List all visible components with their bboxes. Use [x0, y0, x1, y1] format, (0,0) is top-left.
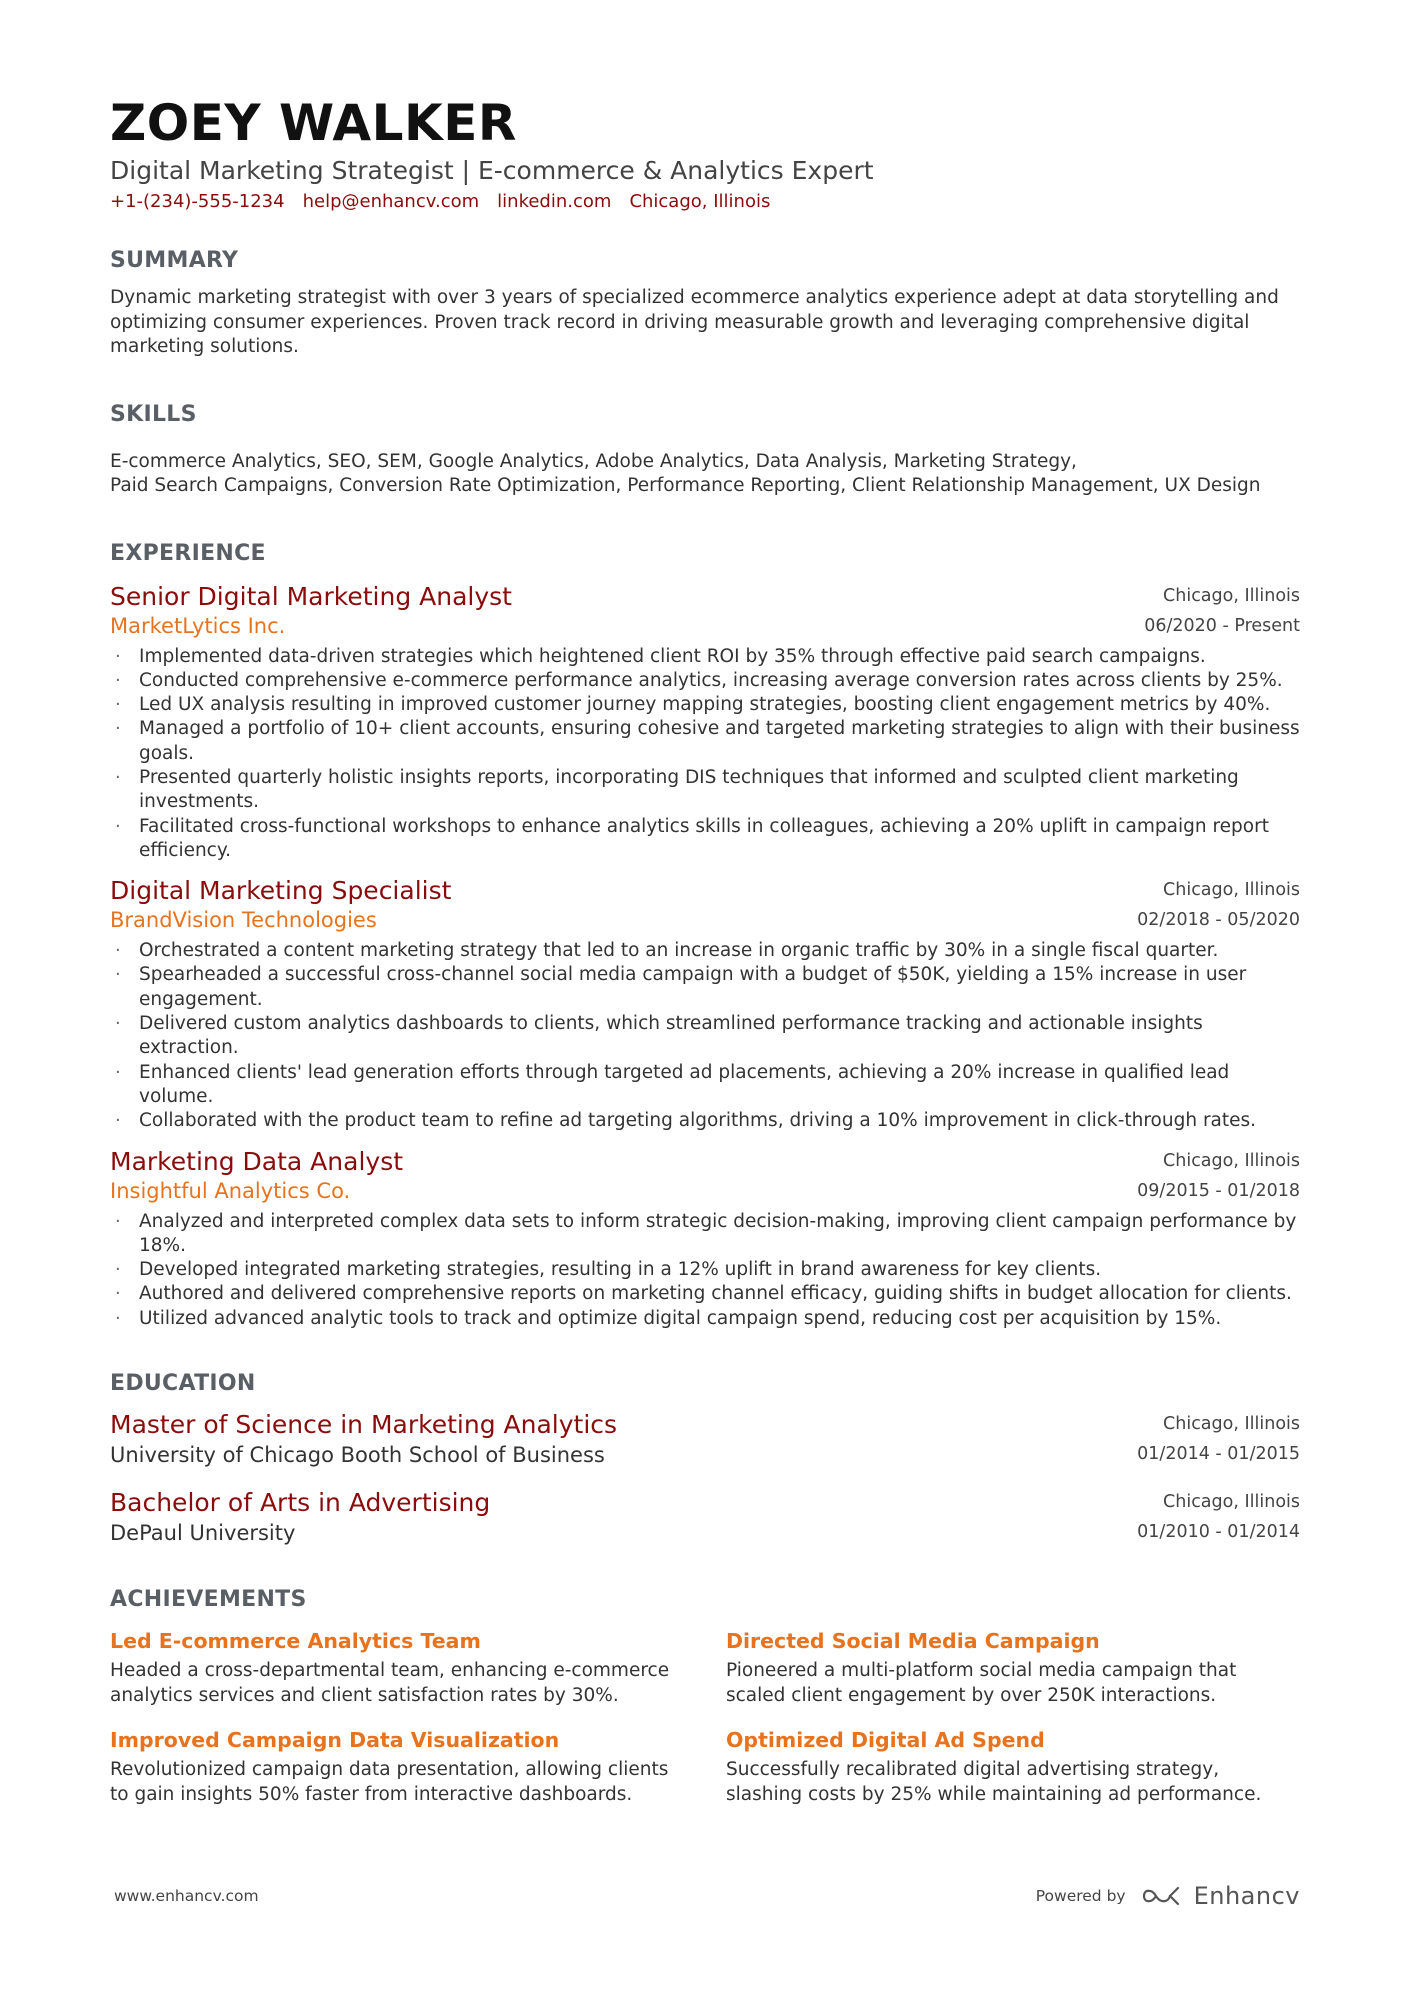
job-dates: 06/2020 - Present — [1144, 615, 1300, 636]
bullet-item: · Enhanced clients' lead generation efforts through targeted ad placements, achieving a 20% increase in qualified lead volume. — [110, 1061, 1300, 1110]
email-link[interactable]: help@enhancv.com — [302, 191, 480, 212]
education-location: Chicago, Illinois — [1163, 1492, 1300, 1513]
summary-section — [110, 248, 1300, 360]
section-title-experience: EXPERIENCE — [110, 540, 266, 566]
job-location: Chicago, Illinois — [1163, 880, 1300, 901]
job-title: Digital Marketing Specialist — [110, 876, 452, 906]
headline: Digital Marketing Strategist | E-commerce & Analytics Expert — [110, 156, 874, 185]
company-name: Insightful Analytics Co. — [110, 1178, 351, 1203]
education-entry — [110, 1487, 1300, 1547]
footer — [114, 1882, 1300, 1910]
job-bullets — [110, 645, 1300, 864]
bullet-item: · Collaborated with the product team to refine ad targeting algorithms, driving a 10% improvement in click-through rates. — [110, 1109, 1300, 1133]
bullet-item: · Conducted comprehensive e-commerce performance analytics, increasing average conversion rates across clients by 25%. — [110, 669, 1300, 693]
bullet-item: · Developed integrated marketing strategies, resulting in a 12% uplift in brand awareness for key clients. — [110, 1258, 1300, 1282]
summary-text: Dynamic marketing strategist with over 3 years of specialized ecommerce analytics experience adept at data storytelling and optimizing consumer experiences. Proven track record in driving measurable growth and leveraging comprehensive digital marketing solutions. — [110, 287, 1279, 357]
experience-section — [110, 541, 1300, 1332]
section-title-achievements: ACHIEVEMENTS — [110, 1587, 307, 1613]
education-dates: 01/2014 - 01/2015 — [1137, 1444, 1300, 1465]
job-bullets — [110, 1210, 1300, 1331]
bullet-item: · Authored and delivered comprehensive reports on marketing channel efficacy, guiding shifts in budget allocation for clients. — [110, 1282, 1300, 1306]
bullet-item: · Spearheaded a successful cross-channel social media campaign with a budget of $50K, yielding a 15% increase in user engagement. — [110, 963, 1300, 1012]
enhancv-logo-word: Enhancv — [1193, 1882, 1300, 1910]
achievement-title: Improved Campaign Data Visualization — [110, 1728, 560, 1753]
section-title-skills: SKILLS — [110, 401, 197, 427]
enhancv-logo-icon — [1140, 1884, 1186, 1908]
company-name: BrandVision Technologies — [110, 908, 377, 933]
contact-row — [110, 191, 1300, 212]
job-dates: 02/2018 - 05/2020 — [1137, 910, 1300, 931]
achievement-item — [110, 1726, 684, 1807]
bullet-item: · Analyzed and interpreted complex data sets to inform strategic decision-making, improving client campaign performance by 18%. — [110, 1210, 1300, 1259]
school-name: University of Chicago Booth School of Business — [110, 1443, 605, 1468]
section-title-summary: SUMMARY — [110, 248, 239, 273]
skills-line: Paid Search Campaigns, Conversion Rate Optimization, Performance Reporting, Client Relationship Management, UX Design — [110, 475, 1261, 496]
achievement-item — [110, 1627, 684, 1708]
bullet-item: · Delivered custom analytics dashboards to clients, which streamlined performance tracking and actionable insights extraction. — [110, 1012, 1300, 1061]
enhancv-logo[interactable] — [1140, 1882, 1300, 1910]
job-entry — [110, 1146, 1300, 1331]
bullet-item: · Presented quarterly holistic insights reports, incorporating DIS techniques that informed and sculpted client marketing investments. — [110, 766, 1300, 815]
achievement-title: Directed Social Media Campaign — [726, 1629, 1100, 1654]
section-title-education: EDUCATION — [110, 1371, 256, 1397]
achievement-title: Led E-commerce Analytics Team — [110, 1629, 481, 1654]
bullet-item: · Implemented data-driven strategies which heightened client ROI by 35% through effective paid search campaigns. — [110, 645, 1300, 669]
education-entry — [110, 1409, 1300, 1469]
skills-section — [110, 402, 1300, 499]
job-location: Chicago, Illinois — [1163, 585, 1300, 606]
bullet-item: · Managed a portfolio of 10+ client accounts, ensuring cohesive and targeted marketing strategies to align with their business goals. — [110, 717, 1300, 766]
degree-title: Bachelor of Arts in Advertising — [110, 1488, 491, 1518]
achievement-desc: Revolutionized campaign data presentation, allowing clients to gain insights 50% faster from interactive dashboards. — [110, 1759, 669, 1805]
skills-list — [110, 450, 1300, 499]
achievement-item — [726, 1726, 1300, 1807]
achievement-title: Optimized Digital Ad Spend — [726, 1728, 1045, 1753]
powered-by-text: Powered by — [1035, 1887, 1126, 1905]
education-dates: 01/2010 - 01/2014 — [1137, 1522, 1300, 1543]
job-title: Marketing Data Analyst — [110, 1146, 404, 1176]
education-section — [110, 1371, 1300, 1547]
bullet-item: · Orchestrated a content marketing strategy that led to an increase in organic traffic by 30% in a single fiscal quarter. — [110, 939, 1300, 963]
location-text: Chicago, Illinois — [629, 191, 771, 212]
education-location: Chicago, Illinois — [1163, 1414, 1300, 1435]
degree-title: Master of Science in Marketing Analytics — [110, 1410, 618, 1440]
footer-site-link[interactable]: www.enhancv.com — [114, 1887, 259, 1905]
job-dates: 09/2015 - 01/2018 — [1137, 1180, 1300, 1201]
achievement-desc: Headed a cross-departmental team, enhancing e-commerce analytics services and client satisfaction rates by 30%. — [110, 1660, 670, 1706]
footer-brand — [1036, 1882, 1300, 1910]
job-entry — [110, 581, 1300, 864]
achievements-section — [110, 1587, 1300, 1807]
bullet-item: · Utilized advanced analytic tools to track and optimize digital campaign spend, reducing cost per acquisition by 15%. — [110, 1307, 1300, 1331]
linkedin-link[interactable]: linkedin.com — [497, 191, 612, 212]
bullet-item: · Led UX analysis resulting in improved customer journey mapping strategies, boosting client engagement metrics by 40%. — [110, 693, 1300, 717]
achievement-desc: Successfully recalibrated digital advertising strategy, slashing costs by 25% while maintaining ad performance. — [726, 1759, 1262, 1805]
school-name: DePaul University — [110, 1521, 296, 1546]
skills-line: E-commerce Analytics, SEO, SEM, Google Analytics, Adobe Analytics, Data Analysis, Marketing Strategy, — [110, 450, 1077, 472]
achievement-item — [726, 1627, 1300, 1708]
job-entry — [110, 875, 1300, 1133]
job-bullets — [110, 939, 1300, 1133]
achievement-desc: Pioneered a multi-platform social media campaign that scaled client engagement by over 250K interactions. — [726, 1660, 1237, 1706]
job-location: Chicago, Illinois — [1163, 1150, 1300, 1171]
company-name: MarketLytics Inc. — [110, 613, 286, 638]
job-title: Senior Digital Marketing Analyst — [110, 581, 512, 611]
header — [110, 93, 1300, 212]
candidate-name: ZOEY WALKER — [110, 94, 517, 152]
bullet-item: · Facilitated cross-functional workshops to enhance analytics skills in colleagues, achieving a 20% uplift in campaign report efficiency. — [110, 815, 1300, 864]
phone-link[interactable]: +1-(234)-555-1234 — [110, 191, 285, 212]
